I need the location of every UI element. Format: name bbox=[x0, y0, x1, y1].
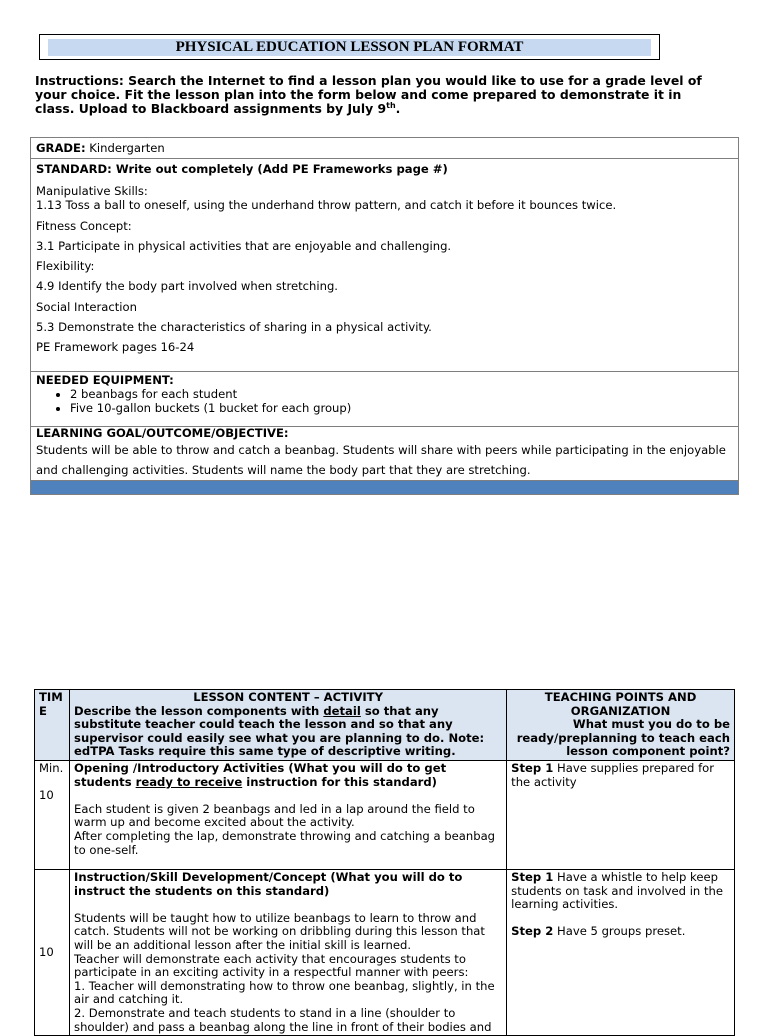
grade-row bbox=[31, 138, 739, 159]
activity-para: After completing the lap, demonstrate throwing and catching a beanbag to one-self. bbox=[74, 828, 496, 857]
time-value: 10 bbox=[39, 788, 54, 803]
table-row bbox=[35, 760, 735, 869]
activity-heading-underlined: ready to receive bbox=[135, 774, 243, 789]
content-header-desc-2: so that any substitute teacher could teach the lesson and so that any supervisor could easily see what you are planning to do. Note: edTPA Tasks require this same type of descriptive writing. bbox=[74, 703, 485, 759]
spacer bbox=[74, 898, 502, 912]
teaching-header bbox=[507, 690, 735, 761]
content-cell bbox=[70, 760, 507, 869]
equipment-row bbox=[31, 371, 739, 426]
spacer bbox=[39, 776, 65, 790]
teaching-step bbox=[511, 871, 730, 912]
lesson-header-row bbox=[35, 690, 735, 761]
blue-bar bbox=[31, 481, 739, 495]
activity-heading bbox=[74, 762, 502, 789]
standard-line: 3.1 Participate in physical activities that are enjoyable and challenging. bbox=[36, 238, 452, 253]
page-title: PHYSICAL EDUCATION LESSON PLAN FORMAT bbox=[48, 39, 651, 56]
standard-line: Social Interaction bbox=[36, 299, 137, 314]
equipment-cell bbox=[31, 371, 739, 426]
standard-line: 4.9 Identify the body part involved when stretching. bbox=[36, 279, 338, 294]
title-box bbox=[39, 34, 660, 60]
teaching-step bbox=[511, 925, 730, 939]
instructions bbox=[35, 74, 725, 116]
content-header-desc-1: Describe the lesson components with bbox=[74, 703, 324, 718]
activity-line: 2. Demonstrate and teach students to stand in a line (shoulder to shoulder) and pass a beanbag along the line in front of their bodies and bbox=[74, 1005, 492, 1034]
standard-row bbox=[31, 159, 739, 371]
blue-bar-row bbox=[31, 481, 739, 495]
time-value: 10 bbox=[39, 944, 54, 959]
teaching-header-title: TEACHING POINTS AND ORGANIZATION bbox=[544, 690, 697, 718]
grade-value: Kindergarten bbox=[89, 141, 165, 155]
instructions-sup: th bbox=[386, 100, 396, 110]
lesson-table bbox=[34, 689, 735, 1036]
list-item: • Five 10-gallon buckets (1 bucket for each group) bbox=[70, 401, 733, 416]
activity-heading-2: instruction for this standard) bbox=[242, 774, 437, 789]
standard-line: 5.3 Demonstrate the characteristics of sharing in a physical activity. bbox=[36, 320, 432, 335]
spacer bbox=[511, 912, 730, 926]
content-header-desc-underlined: detail bbox=[323, 703, 361, 718]
grade-label: GRADE: bbox=[36, 141, 86, 155]
step-text: Have 5 groups preset. bbox=[553, 924, 686, 939]
time-label: Min. bbox=[39, 760, 64, 775]
activity-heading: Instruction/Skill Development/Concept (What you will do to instruct the students on this standard) bbox=[74, 869, 463, 898]
goal-text: Students will be able to throw and catch a beanbag. Students will share with peers while participating in the enjoyable and challenging activities. Students will name the body part that they are stretching. bbox=[36, 442, 726, 477]
instructions-end: . bbox=[395, 101, 401, 116]
activity-heading-1: Opening /Introductory Activities (What you will do to get students bbox=[74, 760, 447, 789]
instructions-text: Instructions: Search the Internet to find a lesson plan you would like to use for a grade level of your choice. Fit the lesson plan into the form below and come prepared to demonstrate it in class. Upload to Blackboard assignments by July 9 bbox=[35, 73, 702, 116]
standard-heading: STANDARD: Write out completely (Add PE Frameworks page #) bbox=[36, 162, 448, 177]
standard-line: Manipulative Skills: bbox=[36, 183, 148, 198]
time-header: TIME bbox=[35, 690, 70, 761]
activity-para: Each student is given 2 beanbags and led in a lap around the field to warm up and become excited about the activity. bbox=[74, 801, 475, 830]
teaching-step bbox=[511, 762, 730, 789]
goal-row bbox=[31, 426, 739, 481]
teaching-cell bbox=[507, 869, 735, 1035]
teaching-cell bbox=[507, 760, 735, 869]
step-text: Have supplies prepared for the activity bbox=[511, 760, 715, 789]
content-header-desc bbox=[74, 705, 502, 759]
grade-cell bbox=[31, 138, 739, 159]
standard-line: PE Framework pages 16-24 bbox=[36, 340, 195, 355]
content-header-title: LESSON CONTENT – ACTIVITY bbox=[193, 690, 383, 704]
teaching-header-desc: What must you do to be ready/preplanning to teach each lesson component point? bbox=[516, 717, 730, 759]
activity-line: Students will be taught how to utilize beanbags to learn to throw and catch. Students will not be working on dribbling during this lesson that will be an additional lesson after the initial skill is learned. bbox=[74, 910, 485, 952]
list-item: • 2 beanbags for each student bbox=[70, 387, 733, 402]
info-table bbox=[30, 137, 739, 495]
time-cell bbox=[35, 760, 70, 869]
content-header bbox=[70, 690, 507, 761]
activity-line: Teacher will demonstrate each activity that encourages students to participate in an exciting activity in a respectful manner with peers: bbox=[74, 951, 469, 980]
standard-line: Flexibility: bbox=[36, 259, 95, 274]
equipment-heading: NEEDED EQUIPMENT: bbox=[36, 372, 174, 387]
goal-heading: LEARNING GOAL/OUTCOME/OBJECTIVE: bbox=[36, 425, 289, 440]
standard-cell bbox=[31, 159, 739, 371]
step-label: Step 1 bbox=[511, 869, 554, 884]
equipment-list bbox=[36, 387, 733, 416]
goal-cell bbox=[31, 426, 739, 481]
activity-line: 1. Teacher will demonstrating how to throw one beanbag, slightly, in the air and catching it. bbox=[74, 978, 495, 1007]
standard-line: 1.13 Toss a ball to oneself, using the underhand throw pattern, and catch it before it bounces twice. bbox=[36, 197, 617, 212]
content-cell bbox=[70, 869, 507, 1035]
table-row bbox=[35, 869, 735, 1035]
step-text: Have a whistle to help keep students on task and involved in the learning activities. bbox=[511, 869, 723, 912]
step-label: Step 2 bbox=[511, 924, 554, 939]
spacer bbox=[74, 789, 502, 803]
time-cell bbox=[35, 869, 70, 1035]
standard-line: Fitness Concept: bbox=[36, 218, 132, 233]
step-label: Step 1 bbox=[511, 760, 554, 775]
